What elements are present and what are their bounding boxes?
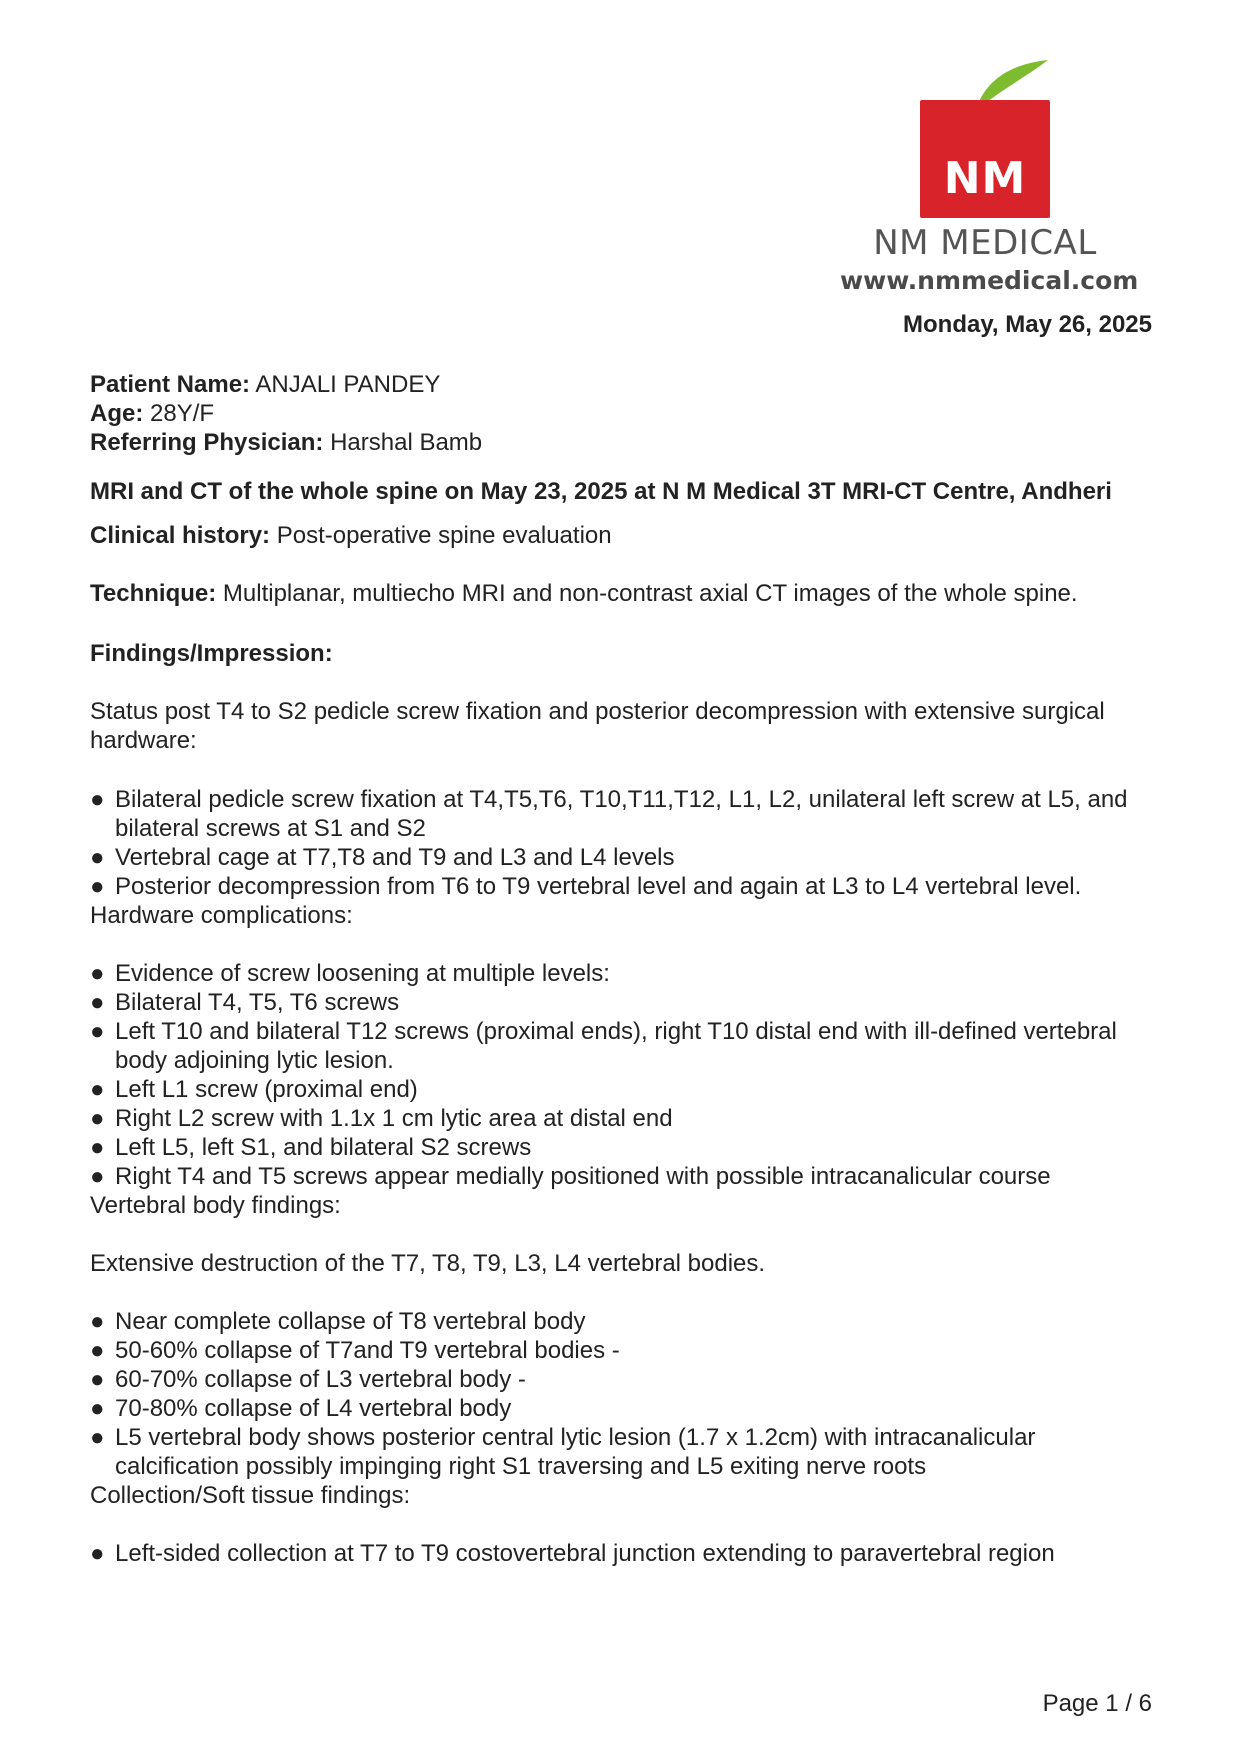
age-value: 28Y/F — [150, 400, 215, 427]
logo-company-name: NM MEDICAL — [873, 223, 1097, 263]
list-item: ● L5 vertebral body shows posterior central lytic lesion (1.7 x 1.2cm) with intracanalicular calcification possibly impinging right S1 traversing and L5 exiting nerve roots — [90, 1424, 1036, 1480]
report-body — [90, 370, 1152, 1568]
technique-text: Multiplanar, multiecho MRI and non-contrast axial CT images of the whole spine. — [222, 580, 1078, 607]
vertebral-heading: Vertebral body findings: — [90, 1192, 341, 1219]
list-item: ● Posterior decompression from T6 to T9 vertebral level and again at L3 to L4 vertebral level. — [90, 873, 1082, 900]
age-line — [90, 399, 1152, 428]
clinical-history-label: Clinical history: — [90, 522, 271, 549]
technique — [90, 579, 1152, 608]
hardware-list — [90, 785, 1152, 901]
collection-heading: Collection/Soft tissue findings: — [90, 1482, 411, 1509]
vertebral-list — [90, 1307, 1152, 1481]
list-item: ● Left L5, left S1, and bilateral S2 screws — [90, 1134, 532, 1161]
list-item: ● 60-70% collapse of L3 vertebral body - — [90, 1366, 526, 1393]
technique-label: Technique: — [90, 580, 217, 607]
list-item: ● 70-80% collapse of L4 vertebral body — [90, 1395, 512, 1422]
collection-list — [90, 1539, 1152, 1568]
logo-website: www.nmmedical.com — [840, 266, 1139, 295]
clinical-history — [90, 521, 1152, 550]
status-text: Status post T4 to S2 pedicle screw fixation and posterior decompression with extensive surgical hardware: — [90, 698, 1105, 754]
list-item: ● Near complete collapse of T8 vertebral body — [90, 1308, 586, 1335]
report-date: Monday, May 26, 2025 — [903, 311, 1152, 338]
physician-label: Referring Physician: — [90, 429, 324, 456]
list-item: ● Bilateral T4, T5, T6 screws — [90, 989, 400, 1016]
list-item: ● Vertebral cage at T7,T8 and T9 and L3 and L4 levels — [90, 844, 675, 871]
physician-name: Harshal Bamb — [330, 429, 483, 456]
page-number: Page 1 / 6 — [1042, 1690, 1152, 1717]
list-item: ● Left-sided collection at T7 to T9 costovertebral junction extending to paravertebral region — [90, 1540, 1055, 1567]
logo-red-square — [920, 100, 1050, 218]
list-item: ● Evidence of screw loosening at multiple levels: — [90, 960, 610, 987]
vertebral-text: Extensive destruction of the T7, T8, T9, L3, L4 vertebral bodies. — [90, 1250, 766, 1277]
age-label: Age: — [90, 400, 144, 427]
patient-name-line — [90, 370, 1152, 399]
list-item: ● 50-60% collapse of T7and T9 vertebral bodies - — [90, 1337, 620, 1364]
list-item: ● Bilateral pedicle screw fixation at T4,T5,T6, T10,T11,T12, L1, L2, unilateral left screw at L5, and bilateral screws at S1 and S2 — [90, 786, 1128, 842]
findings-heading: Findings/Impression: — [90, 640, 333, 667]
list-item: ● Left T10 and bilateral T12 screws (proximal ends), right T10 distal end with ill-defined vertebral body adjoining lytic lesion. — [90, 1018, 1117, 1074]
nm-medical-logo — [840, 58, 1139, 298]
complications-list — [90, 959, 1152, 1191]
patient-name: ANJALI PANDEY — [255, 371, 441, 398]
study-title: MRI and CT of the whole spine on May 23, 2025 at N M Medical 3T MRI-CT Centre, Andheri — [90, 478, 1112, 505]
logo-letters: NM — [943, 153, 1027, 204]
list-item: ● Left L1 screw (proximal end) — [90, 1076, 418, 1103]
complications-heading: Hardware complications: — [90, 902, 353, 929]
list-item: ● Right L2 screw with 1.1x 1 cm lytic area at distal end — [90, 1105, 673, 1132]
clinical-history-text: Post-operative spine evaluation — [276, 522, 612, 549]
physician-line — [90, 428, 1152, 457]
patient-name-label: Patient Name: — [90, 371, 251, 398]
list-item: ● Right T4 and T5 screws appear medially positioned with possible intracanalicular course — [90, 1163, 1051, 1190]
